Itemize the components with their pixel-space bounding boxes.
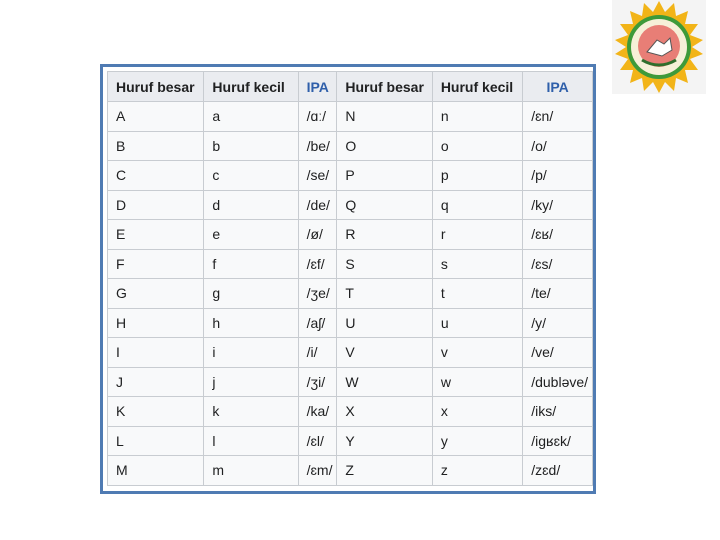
cell-ipa-left: /se/ — [298, 161, 337, 191]
cell-lowercase-right: w — [432, 367, 522, 397]
cell-ipa-left: /ɛf/ — [298, 249, 337, 279]
cell-lowercase-right: v — [432, 338, 522, 368]
table-row — [108, 161, 593, 191]
cell-uppercase-left: F — [108, 249, 204, 279]
cell-lowercase-right: x — [432, 397, 522, 427]
table-row — [108, 456, 593, 486]
cell-ipa-right: /y/ — [523, 308, 593, 338]
cell-ipa-left: /i/ — [298, 338, 337, 368]
cell-lowercase-right: p — [432, 161, 522, 191]
header-uppercase-right: Huruf besar — [337, 72, 432, 102]
table-row — [108, 338, 593, 368]
cell-ipa-right: /ɛn/ — [523, 102, 593, 132]
cell-lowercase-right: s — [432, 249, 522, 279]
cell-ipa-left: /ʒe/ — [298, 279, 337, 309]
cell-uppercase-right: V — [337, 338, 432, 368]
header-ipa-right: IPA — [523, 72, 593, 102]
table-row — [108, 397, 593, 427]
cell-uppercase-right: O — [337, 131, 432, 161]
cell-ipa-left: /aʃ/ — [298, 308, 337, 338]
cell-ipa-left: /ø/ — [298, 220, 337, 250]
cell-lowercase-left: e — [204, 220, 298, 250]
cell-uppercase-right: P — [337, 161, 432, 191]
cell-lowercase-left: a — [204, 102, 298, 132]
table-row — [108, 279, 593, 309]
table-row — [108, 367, 593, 397]
table-row — [108, 220, 593, 250]
table-header-row — [108, 72, 593, 102]
cell-lowercase-left: f — [204, 249, 298, 279]
cell-lowercase-left: g — [204, 279, 298, 309]
cell-ipa-right: /o/ — [523, 131, 593, 161]
cell-uppercase-right: Z — [337, 456, 432, 486]
cell-lowercase-left: c — [204, 161, 298, 191]
cell-ipa-right: /p/ — [523, 161, 593, 191]
cell-lowercase-right: t — [432, 279, 522, 309]
cell-uppercase-left: G — [108, 279, 204, 309]
header-uppercase-left: Huruf besar — [108, 72, 204, 102]
cell-ipa-right: /ky/ — [523, 190, 593, 220]
cell-lowercase-right: r — [432, 220, 522, 250]
table-row — [108, 131, 593, 161]
cell-uppercase-right: U — [337, 308, 432, 338]
cell-lowercase-right: u — [432, 308, 522, 338]
cell-uppercase-left: I — [108, 338, 204, 368]
cell-uppercase-left: J — [108, 367, 204, 397]
cell-ipa-right: /ve/ — [523, 338, 593, 368]
cell-lowercase-left: h — [204, 308, 298, 338]
cell-uppercase-left: C — [108, 161, 204, 191]
cell-ipa-left: /be/ — [298, 131, 337, 161]
cell-uppercase-left: E — [108, 220, 204, 250]
cell-uppercase-left: K — [108, 397, 204, 427]
cell-lowercase-right: q — [432, 190, 522, 220]
cell-ipa-right: /te/ — [523, 279, 593, 309]
institution-logo — [612, 0, 706, 94]
cell-uppercase-left: D — [108, 190, 204, 220]
cell-ipa-left: /ʒi/ — [298, 367, 337, 397]
cell-ipa-right: /ɛs/ — [523, 249, 593, 279]
table-row — [108, 102, 593, 132]
cell-lowercase-left: b — [204, 131, 298, 161]
cell-uppercase-left: B — [108, 131, 204, 161]
cell-uppercase-left: H — [108, 308, 204, 338]
alphabet-table-frame — [100, 64, 596, 494]
cell-lowercase-right: o — [432, 131, 522, 161]
cell-ipa-left: /de/ — [298, 190, 337, 220]
cell-lowercase-right: y — [432, 426, 522, 456]
cell-ipa-right: /dubləve/ — [523, 367, 593, 397]
cell-uppercase-right: N — [337, 102, 432, 132]
cell-ipa-right: /igʁɛk/ — [523, 426, 593, 456]
table-row — [108, 426, 593, 456]
cell-ipa-right: /iks/ — [523, 397, 593, 427]
cell-ipa-left: /ka/ — [298, 397, 337, 427]
cell-lowercase-right: n — [432, 102, 522, 132]
institution-seal-icon — [612, 0, 706, 94]
cell-uppercase-left: L — [108, 426, 204, 456]
cell-ipa-right: /zɛd/ — [523, 456, 593, 486]
cell-uppercase-right: X — [337, 397, 432, 427]
alphabet-table — [107, 71, 593, 486]
cell-lowercase-left: j — [204, 367, 298, 397]
table-row — [108, 190, 593, 220]
cell-lowercase-left: k — [204, 397, 298, 427]
cell-lowercase-left: i — [204, 338, 298, 368]
cell-uppercase-right: Q — [337, 190, 432, 220]
cell-ipa-left: /ɑː/ — [298, 102, 337, 132]
cell-lowercase-right: z — [432, 456, 522, 486]
cell-uppercase-left: A — [108, 102, 204, 132]
cell-uppercase-left: M — [108, 456, 204, 486]
cell-lowercase-left: l — [204, 426, 298, 456]
cell-ipa-left: /ɛm/ — [298, 456, 337, 486]
cell-uppercase-right: W — [337, 367, 432, 397]
cell-ipa-right: /ɛʁ/ — [523, 220, 593, 250]
cell-uppercase-right: T — [337, 279, 432, 309]
table-row — [108, 308, 593, 338]
cell-ipa-left: /ɛl/ — [298, 426, 337, 456]
header-lowercase-left: Huruf kecil — [204, 72, 298, 102]
cell-lowercase-left: d — [204, 190, 298, 220]
cell-uppercase-right: S — [337, 249, 432, 279]
cell-uppercase-right: Y — [337, 426, 432, 456]
table-row — [108, 249, 593, 279]
header-lowercase-right: Huruf kecil — [432, 72, 522, 102]
header-ipa-left: IPA — [298, 72, 337, 102]
cell-lowercase-left: m — [204, 456, 298, 486]
cell-uppercase-right: R — [337, 220, 432, 250]
